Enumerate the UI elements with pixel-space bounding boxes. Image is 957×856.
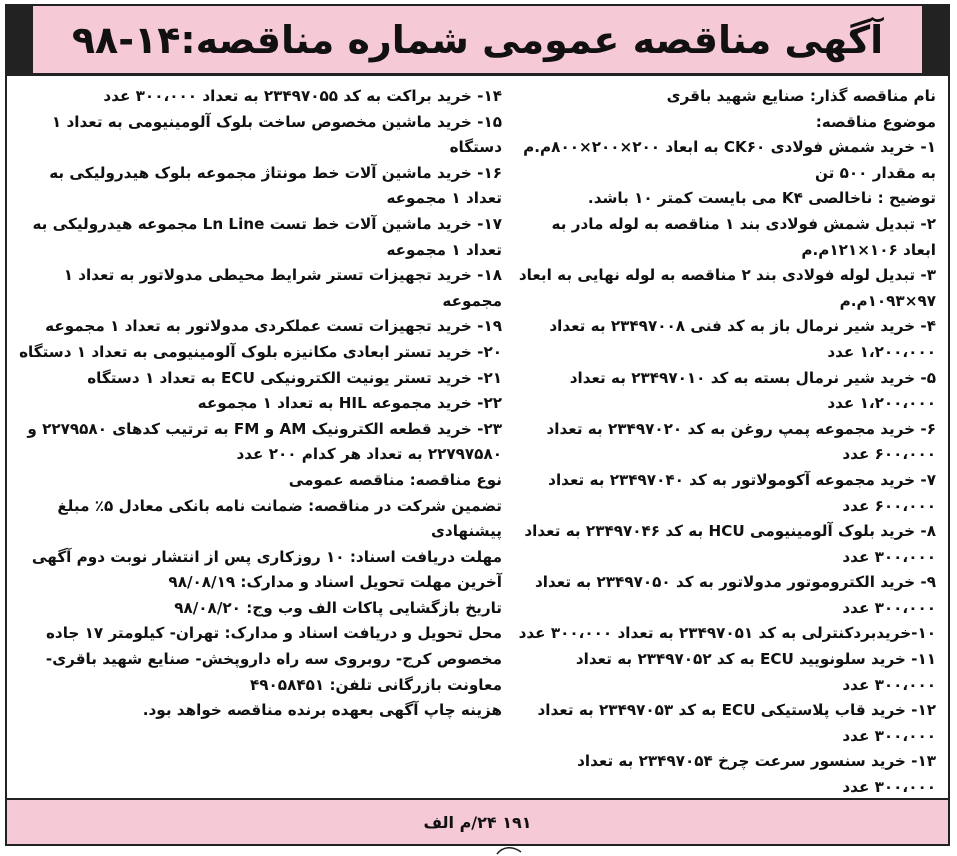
item-7: ۷- خرید مجموعه آکومولاتور به کد ۲۳۴۹۷۰۴۰ به تعداد ۶۰۰،۰۰۰ عدد	[548, 470, 936, 515]
item-18: ۱۸- خرید تجهیزات تستر شرایط محیطی مدولاتور به تعداد ۱ مجموعه	[63, 266, 502, 310]
corner-block-left	[7, 6, 33, 76]
item-16: ۱۶- خرید ماشین آلات خط مونتاژ مجموعه بلوک هیدرولیکی به تعداد ۱ مجموعه	[49, 163, 502, 208]
item-5: ۵- خرید شیر نرمال بسته به کد ۲۳۴۹۷۰۱۰ به تعداد ۱،۲۰۰،۰۰۰ عدد	[569, 368, 936, 413]
left-column	[7, 84, 512, 796]
item-22: ۲۲- خرید مجموعه HIL به تعداد ۱ مجموعه	[197, 394, 502, 413]
printing-cost-note: هزینه چاپ آگهی بعهده برنده مناقصه خواهد بود.	[142, 701, 502, 720]
note-line: توضیح : ناخالصی K۴ می بایست کمتر ۱۰ باشد.	[587, 189, 936, 208]
tender-notice	[5, 4, 950, 846]
footer-bar	[7, 798, 948, 844]
item-4: ۴- خرید شیر نرمال باز به کد فنی ۲۳۴۹۷۰۰۸ به تعداد ۱،۲۰۰،۰۰۰ عدد	[549, 317, 936, 361]
organizer-line: نام مناقصه گذار: صنایع شهید باقری	[666, 87, 936, 105]
item-17: ۱۷- خرید ماشین آلات خط تست Ln Line مجموعه هیدرولیکی به تعداد ۱ مجموعه	[32, 214, 502, 259]
item-2: ۲- تبدیل شمش فولادی بند ۱ مناقصه به لوله مادر به ابعاد ۱۰۶×۱۲۱م.م	[551, 214, 936, 259]
opening-date: تاریخ بازگشایی پاکات الف وب وج: ۹۸/۰۸/۲۰	[174, 598, 502, 617]
corner-block-right	[922, 6, 948, 76]
item-13: ۱۳- خرید سنسور سرعت چرخ ۲۳۴۹۷۰۵۴ به تعداد ۳۰۰،۰۰۰ عدد	[577, 752, 936, 796]
notice-body	[7, 84, 948, 796]
item-14: ۱۴- خرید براکت به کد ۲۳۴۹۷۰۵۵ به تعداد ۳۰۰،۰۰۰ عدد	[103, 87, 502, 105]
item-9: ۹- خرید الکتروموتور مدولاتور به کد ۲۳۴۹۷۰۵۰ به تعداد ۳۰۰،۰۰۰ عدد	[534, 573, 936, 617]
item-20: ۲۰- خرید تستر ابعادی مکانیزه بلوک آلومینیومی به تعداد ۱ دستگاه	[19, 342, 502, 361]
footer-code: ۱۹۱ ۲۴/م الف	[423, 812, 532, 832]
item-8: ۸- خرید بلوک آلومینیومی HCU به کد ۲۳۴۹۷۰۴۶ به تعداد ۳۰۰،۰۰۰ عدد	[524, 522, 936, 566]
subject-heading: موضوع مناقصه:	[815, 112, 936, 131]
delivery-location: محل تحویل و دریافت اسناد و مدارک: تهران- کیلومتر ۱۷ جاده مخصوص کرج- روبروی سه راه داروپخش- صنایع شهید باقری- معاونت بازرگانی تلفن: ۴۹۰۵۸۴۵۱	[45, 624, 502, 694]
item-15: ۱۵- خرید ماشین مخصوص ساخت بلوک آلومینیومی به تعداد ۱ دستگاه	[51, 112, 502, 157]
item-10: ۱۰-خریدبردکنترلی به کد ۲۳۴۹۷۰۵۱ به تعداد ۳۰۰،۰۰۰ عدد	[518, 624, 936, 643]
item-1: ۱- خرید شمش فولادی CK۶۰ به ابعاد ۲۰۰×۲۰۰×۸۰۰م.م به مقدار ۵۰۰ تن	[523, 138, 936, 182]
right-column	[512, 84, 948, 796]
notice-title: آگهی مناقصه عمومی شماره مناقصه:۱۴-۹۸	[71, 17, 884, 62]
tender-type: نوع مناقصه: مناقصه عمومی	[288, 470, 502, 489]
bid-guarantee: تضمین شرکت در مناقصه: ضمانت نامه بانکی معادل ۵٪ مبلغ پیشنهادی	[57, 496, 502, 541]
submission-deadline: آخرین مهلت تحویل اسناد و مدارک: ۹۸/۰۸/۱۹	[168, 573, 502, 592]
item-12: ۱۲- خرید قاب پلاستیکی ECU به کد ۲۳۴۹۷۰۵۳ به تعداد ۳۰۰،۰۰۰ عدد	[537, 701, 936, 745]
item-23: ۲۳- خرید قطعه الکترونیک AM و FM به ترتیب کدهای ۲۲۷۹۵۸۰ و ۲۲۷۹۷۵۸۰ به تعداد هر کدام ۲۰۰ عدد	[27, 419, 502, 464]
item-6: ۶- خرید مجموعه پمپ روغن به کد ۲۳۴۹۷۰۲۰ به تعداد ۶۰۰،۰۰۰ عدد	[546, 419, 936, 464]
item-3: ۳- تبدیل لوله فولادی بند ۲ مناقصه به لوله نهایی به ابعاد ۹۷×۱۰۹۳م.م	[518, 266, 936, 310]
item-21: ۲۱- خرید تستر یونیت الکترونیکی ECU به تعداد ۱ دستگاه	[87, 368, 502, 387]
scribble-mark-icon	[495, 846, 525, 856]
item-19: ۱۹- خرید تجهیزات تست عملکردی مدولاتور به تعداد ۱ مجموعه	[45, 317, 502, 336]
document-receipt-deadline: مهلت دریافت اسناد: ۱۰ روزکاری پس از انتشار نوبت دوم آگهی	[31, 547, 502, 566]
item-11: ۱۱- خرید سلونویید ECU به کد ۲۳۴۹۷۰۵۲ به تعداد ۳۰۰،۰۰۰ عدد	[575, 650, 936, 694]
title-bar	[7, 6, 948, 76]
